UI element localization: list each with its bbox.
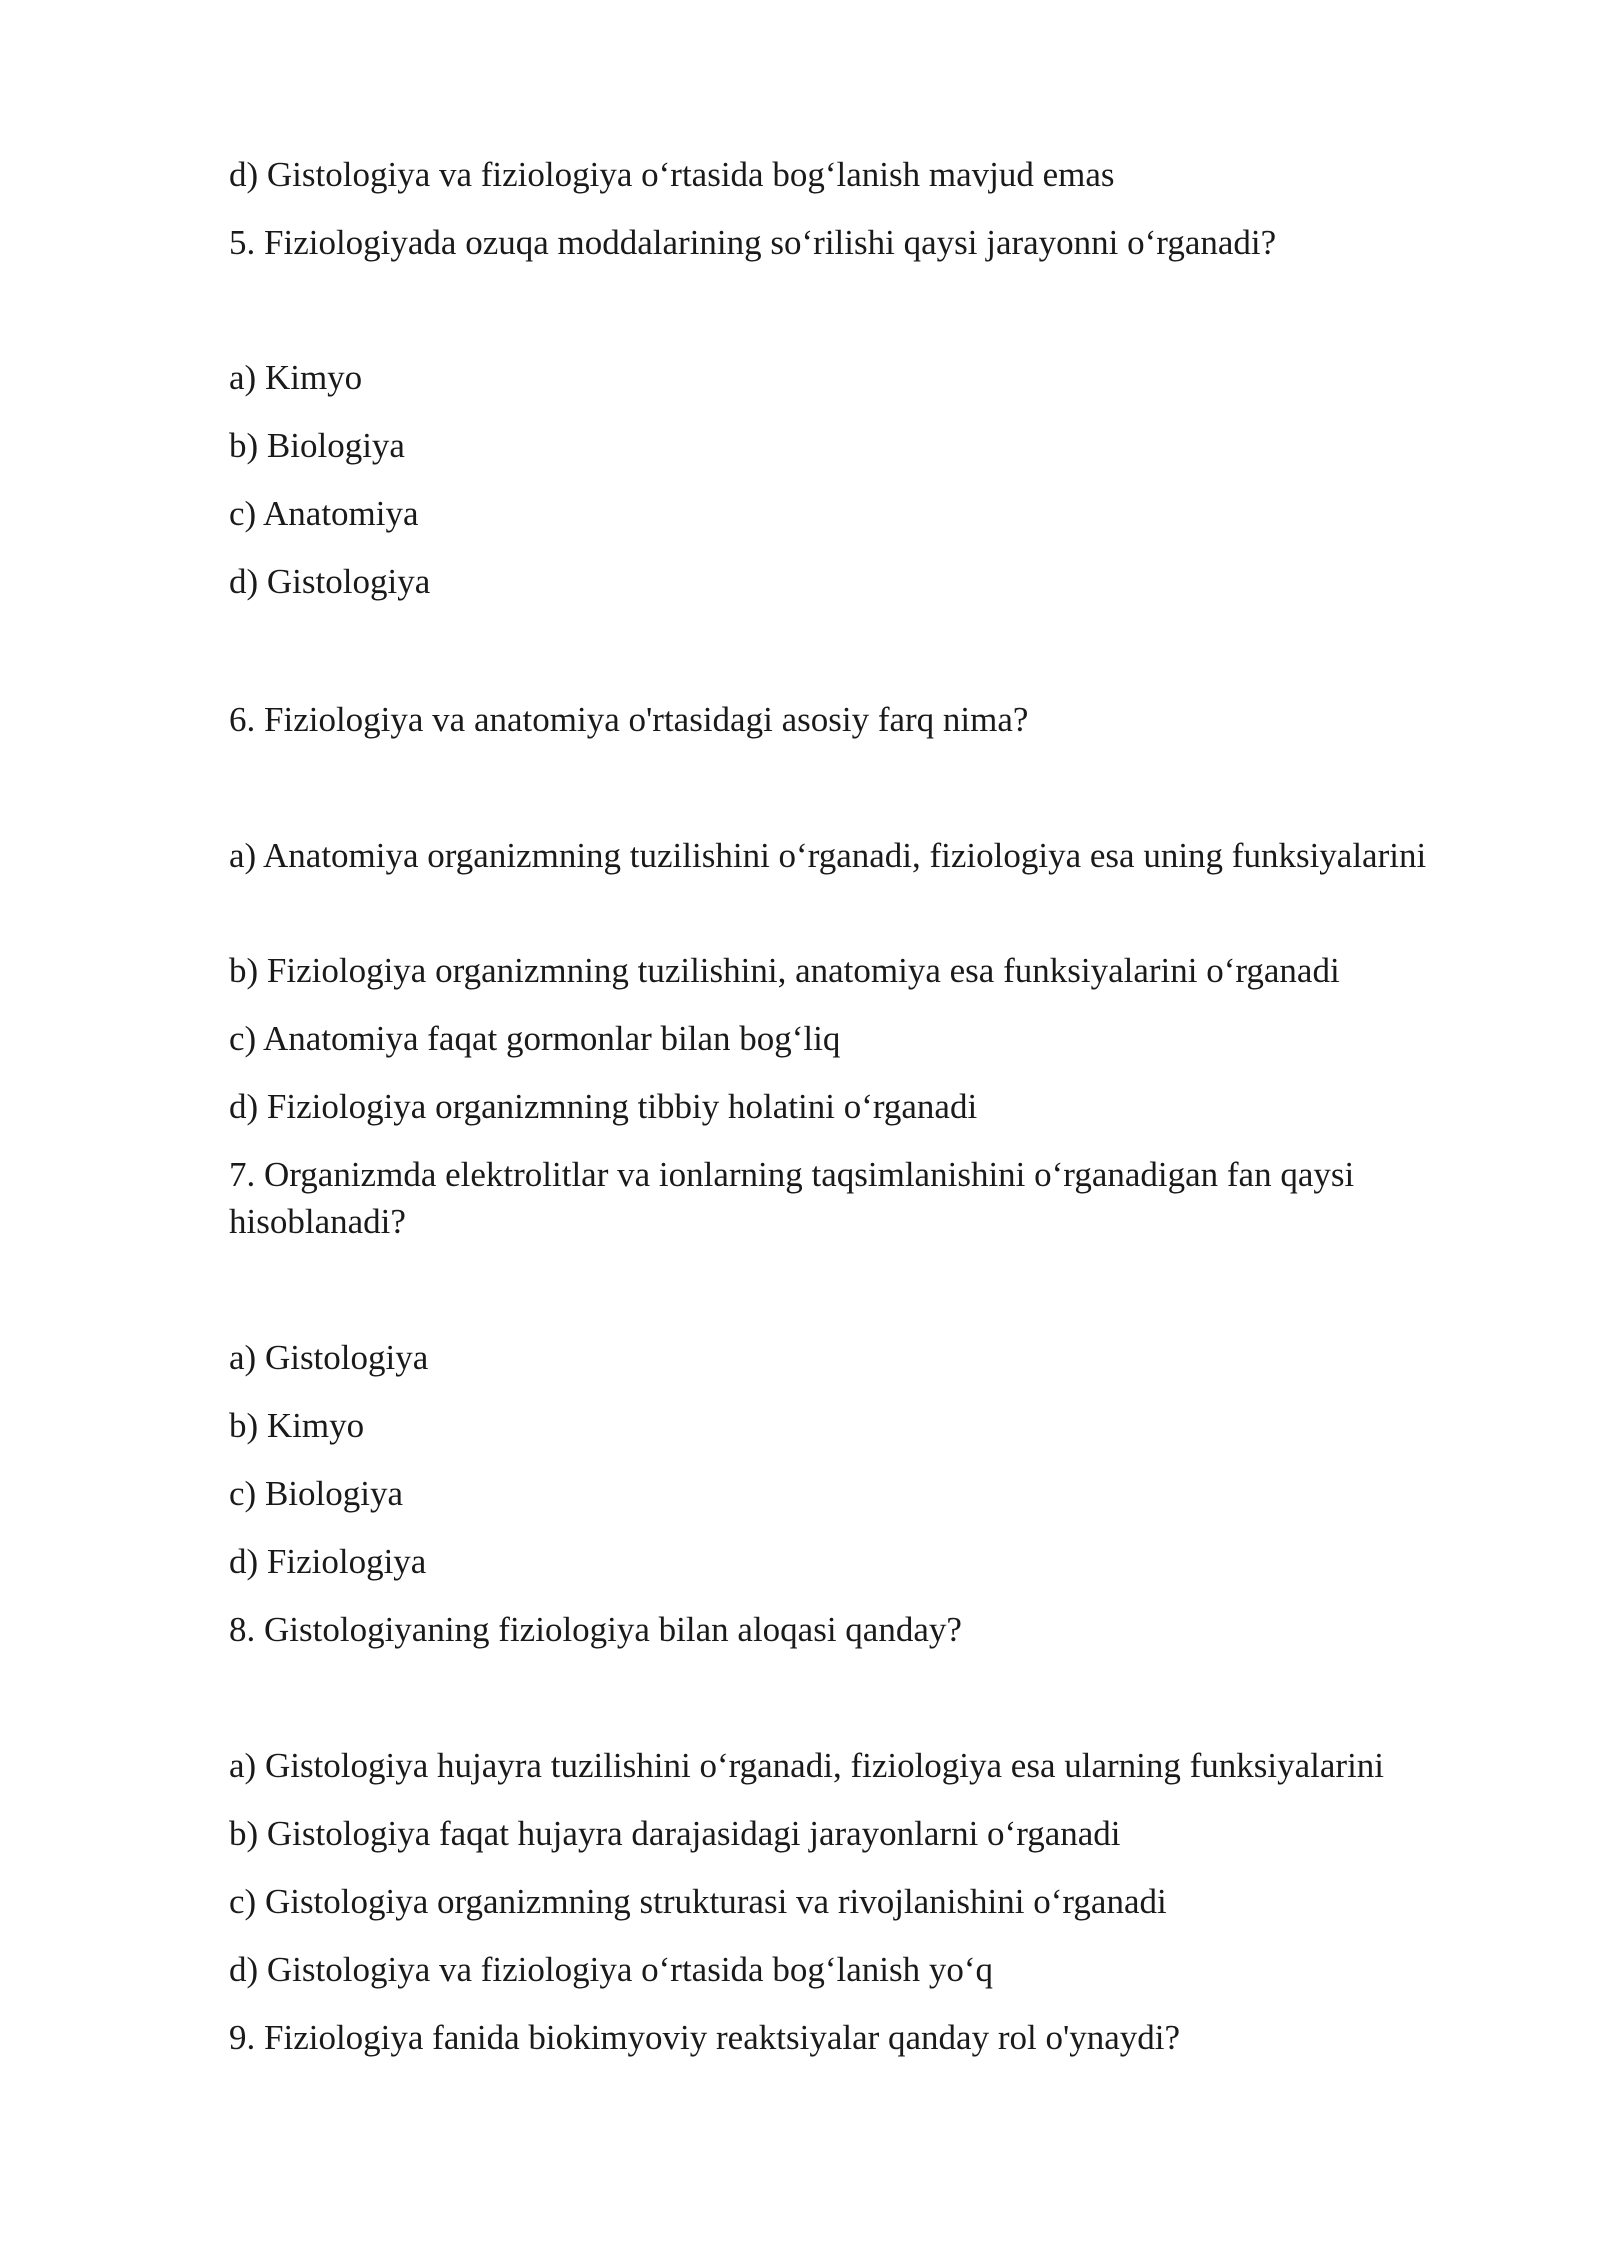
answer-option-b: b) Biologiya	[229, 426, 405, 465]
answer-option-a: a) Gistologiya hujayra tuzilishini o‘rganadi, fiziologiya esa ularning funksiyalarini	[229, 1746, 1385, 1785]
answer-option-d: d) Fiziologiya organizmning tibbiy holatini o‘rganadi	[229, 1087, 978, 1126]
answer-option-b: b) Kimyo	[229, 1406, 365, 1445]
answer-option-c: c) Anatomiya faqat gormonlar bilan bog‘liq	[229, 1019, 841, 1058]
question-9: 9. Fiziologiya fanida biokimyoviy reaktsiyalar qanday rol o'ynaydi?	[229, 2018, 1181, 2057]
question-7: 7. Organizmda elektrolitlar va ionlarning taqsimlanishini o‘rganadigan fan qaysi hisoblanadi?	[229, 1155, 1355, 1241]
answer-option-d: d) Gistologiya va fiziologiya o‘rtasida bog‘lanish mavjud emas	[229, 155, 1115, 194]
answer-option-d: d) Gistologiya va fiziologiya o‘rtasida bog‘lanish yo‘q	[229, 1950, 994, 1989]
answer-option-a: a) Anatomiya organizmning tuzilishini o‘rganadi, fiziologiya esa uning funksiyalarini	[229, 836, 1427, 875]
question-6: 6. Fiziologiya va anatomiya o'rtasidagi asosiy farq nima?	[229, 700, 1029, 739]
answer-option-a: a) Gistologiya	[229, 1338, 429, 1377]
answer-option-b: b) Fiziologiya organizmning tuzilishini, anatomiya esa funksiyalarini o‘rganadi	[229, 951, 1340, 990]
answer-option-c: c) Gistologiya organizmning strukturasi va rivojlanishini o‘rganadi	[229, 1882, 1167, 1921]
answer-option-c: c) Anatomiya	[229, 494, 419, 533]
question-8: 8. Gistologiyaning fiziologiya bilan aloqasi qanday?	[229, 1610, 962, 1649]
answer-option-a: a) Kimyo	[229, 358, 363, 397]
answer-option-d: d) Gistologiya	[229, 562, 431, 601]
answer-option-d: d) Fiziologiya	[229, 1542, 427, 1581]
question-5: 5. Fiziologiyada ozuqa moddalarining so‘rilishi qaysi jarayonni o‘rganadi?	[229, 223, 1277, 262]
answer-option-b: b) Gistologiya faqat hujayra darajasidagi jarayonlarni o‘rganadi	[229, 1814, 1121, 1853]
answer-option-c: c) Biologiya	[229, 1474, 403, 1513]
